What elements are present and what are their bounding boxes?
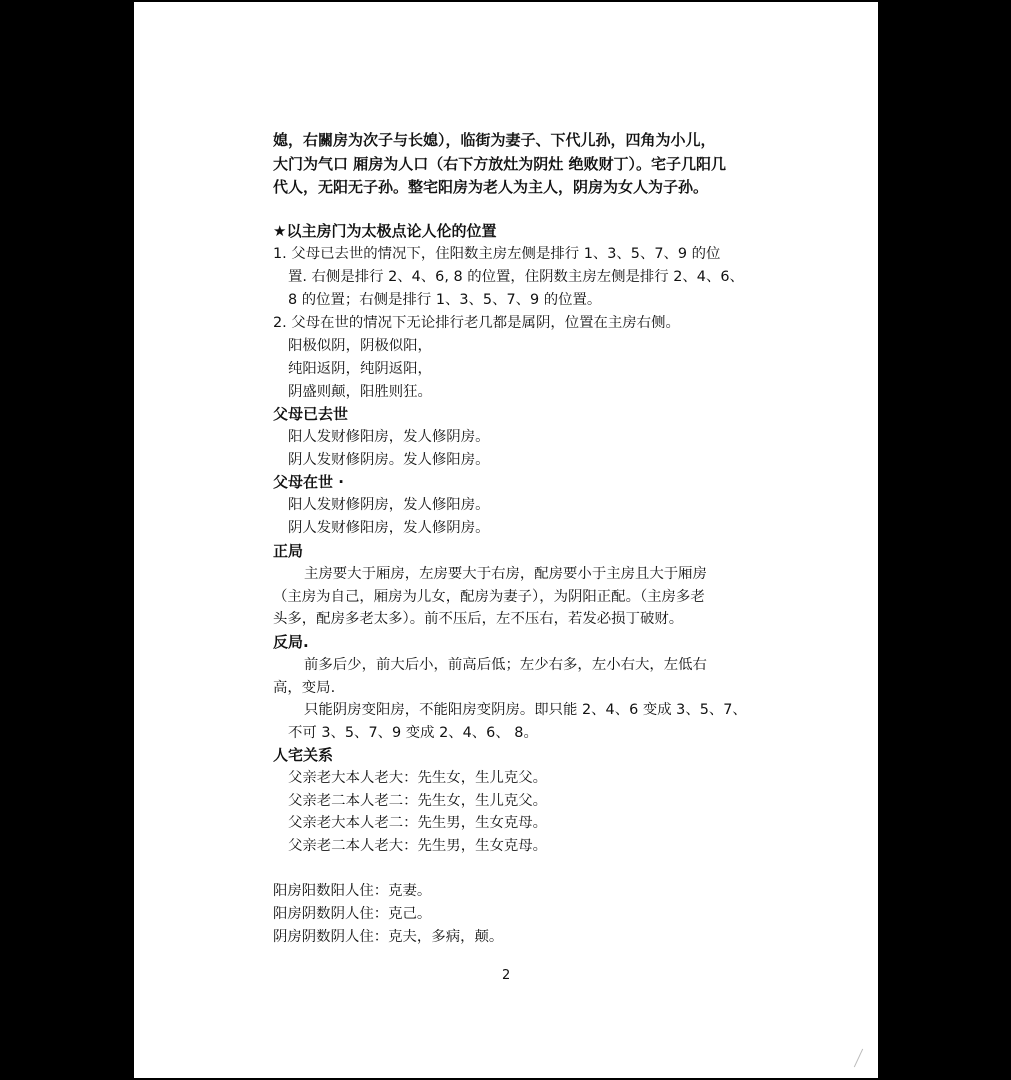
item1-line-3: 8 的位置；右侧是排行 1、3、5、7、9 的位置。 <box>288 292 602 308</box>
intro-line-1: 媳，右關房为次子与长媳），临街为妻子、下代儿孙，四角为小儿， <box>273 131 716 149</box>
fanju-line-3: 只能阴房变阳房，不能阳房变阴房。即只能 2、4、6 变成 3、5、7、 <box>304 702 747 718</box>
renzhai-line-2: 父亲老二本人老二：先生女，生儿克父。 <box>288 793 548 809</box>
living-heading: 父母在世 · <box>273 473 344 491</box>
deceased-line-1: 阳人发财修阳房，发人修阴房。 <box>288 429 490 445</box>
item1-line-2: 置. 右侧是排行 2、4、6, 8 的位置，住阴数主房左侧是排行 2、4、6、 <box>288 269 744 285</box>
item2-line: 2. 父母在世的情况下无论排行老几都是属阴，位置在主房右侧。 <box>273 315 680 331</box>
deceased-line-2: 阴人发财修阴房。发人修阳房。 <box>288 452 490 468</box>
section-heading: ★以主房门为太极点论人伦的位置 <box>273 222 497 240</box>
saying-1: 阳极似阴，阴极似阳， <box>288 338 432 354</box>
fanju-line-4: 不可 3、5、7、9 变成 2、4、6、 8。 <box>288 725 538 741</box>
renzhai-line-4: 父亲老二本人老大：先生男，生女克母。 <box>288 838 548 854</box>
renzhai-line-1: 父亲老大本人老大：先生女，生儿克父。 <box>288 770 548 786</box>
living-line-2: 阴人发财修阳房，发人修阴房。 <box>288 520 490 536</box>
final-line-1: 阳房阳数阳人住：克妻。 <box>273 883 432 899</box>
fanju-line-2: 高，变局. <box>273 680 336 696</box>
final-line-3: 阴房阴数阴人住：克夫，多病，颠。 <box>273 929 504 945</box>
zhengju-line-3: 头多，配房多老太多）。前不压后，左不压右，若发必损丁破财。 <box>273 611 684 627</box>
intro-line-3: 代人，无阳无子孙。整宅阳房为老人为主人，阴房为女人为子孙。 <box>273 178 709 196</box>
page-number: 2 <box>502 968 511 983</box>
fanju-heading: 反局. <box>273 633 309 651</box>
saying-2: 纯阳返阴，纯阴返阳， <box>288 361 432 377</box>
zhengju-heading: 正局 <box>273 542 304 560</box>
item1-line-1: 1. 父母已去世的情况下，住阳数主房左侧是排行 1、3、5、7、9 的位 <box>273 246 721 262</box>
intro-line-2: 大门为气口 厢房为人口（右下方放灶为阴灶 绝败财丁）。宅子几阳几 <box>273 155 726 173</box>
zhengju-line-2: （主房为自己，厢房为儿女，配房为妻子），为阴阳正配。（主房多老 <box>273 589 705 605</box>
scan-mark <box>854 1049 863 1068</box>
saying-3: 阴盛则颠，阳胜则狂。 <box>288 384 432 400</box>
zhengju-line-1: 主房要大于厢房，左房要大于右房，配房要小于主房且大于厢房 <box>304 566 707 582</box>
living-line-1: 阳人发财修阴房，发人修阳房。 <box>288 497 490 513</box>
fanju-line-1: 前多后少，前大后小，前高后低；左少右多，左小右大，左低右 <box>304 657 707 673</box>
final-line-2: 阳房阴数阴人住：克己。 <box>273 906 432 922</box>
deceased-heading: 父母已去世 <box>273 405 349 423</box>
document-page <box>134 2 878 1078</box>
renzhai-line-3: 父亲老大本人老二：先生男，生女克母。 <box>288 815 548 831</box>
renzhai-heading: 人宅关系 <box>273 746 334 764</box>
